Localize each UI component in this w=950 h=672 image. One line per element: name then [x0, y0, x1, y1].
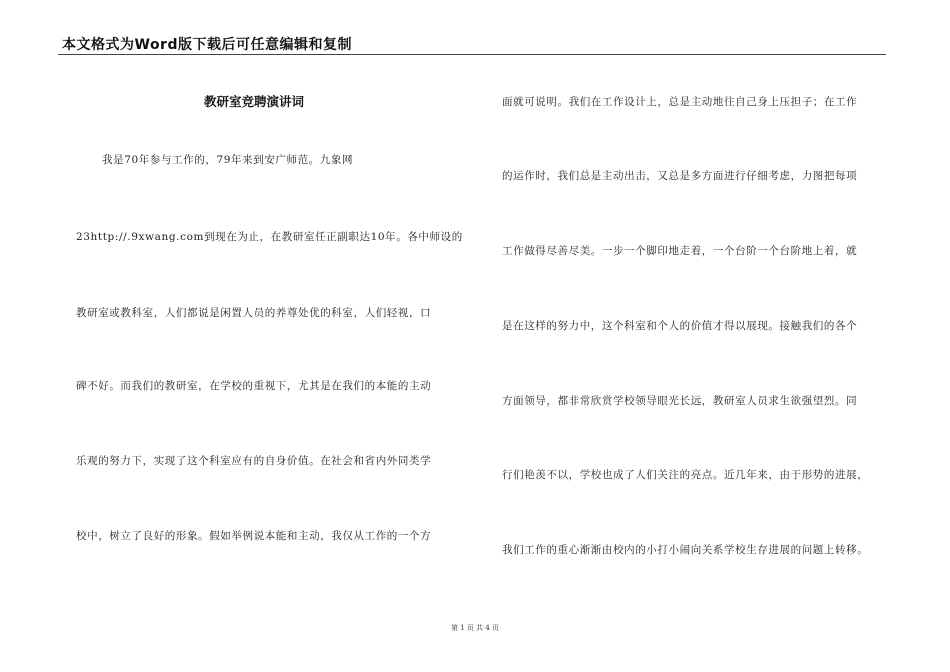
right-line-4: 是在这样的努力中，这个科室和个人的价值才得以展现。接触我们的各个 [502, 320, 858, 332]
right-line-2: 的运作时，我们总是主动出击，又总是多方面进行仔细考虑，力图把每项 [502, 170, 858, 182]
left-line-6: 校中，树立了良好的形象。假如举例说本能和主动，我仅从工作的一个方 [76, 530, 432, 542]
right-line-7: 我们工作的重心渐渐由校内的小打小闹向关系学校生存进展的问题上转移。 [502, 544, 869, 556]
right-line-1: 面就可说明。我们在工作设计上，总是主动地往自己身上压担子；在工作 [502, 96, 858, 108]
left-line-1: 我是70年参与工作的，79年来到安广师范。九象网 [102, 154, 354, 166]
right-line-5: 方面领导，都非常欣赏学校领导眼光长远，教研室人员求生欲强望烈。同 [502, 395, 858, 407]
document-title: 教研室竞聘演讲词 [204, 94, 305, 109]
left-line-2: 23http://.9xwang.com到现在为止，在教研室任正副职达10年。各中师设的 [76, 231, 463, 243]
right-line-6: 行们艳羡不以，学校也成了人们关注的亮点。近几年来，由于形势的进展， [502, 469, 869, 481]
header-divider [58, 54, 886, 55]
header-banner: 本文格式为Word版下载后可任意编辑和复制 [62, 37, 352, 53]
left-line-3: 教研室或教科室，人们都说是闲置人员的养尊处优的科室，人们轻视，口 [76, 307, 432, 319]
right-line-3: 工作做得尽善尽美。一步一个脚印地走着，一个台阶一个台阶地上着，就 [502, 245, 858, 257]
page-indicator: 第 1 页 共 4 页 [450, 624, 500, 632]
left-line-5: 乐观的努力下，实现了这个科室应有的自身价值。在社会和省内外同类学 [76, 455, 432, 467]
left-line-4: 碑不好。而我们的教研室，在学校的重视下，尤其是在我们的本能的主动 [76, 380, 432, 392]
